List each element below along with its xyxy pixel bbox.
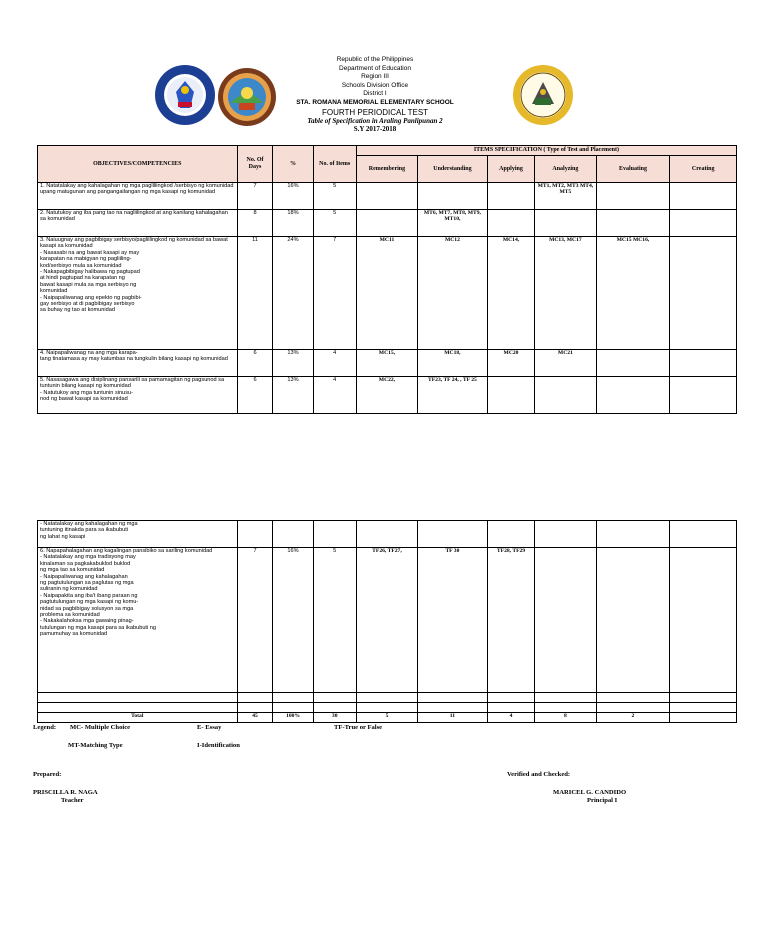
objective-cell: 1. Natatalakay ang kahalagahan ng mga pagliliingkod /serbisyo ng komunidad upang matugunan ang pangangailangan ng mga kasapi ng komunidad: [38, 183, 238, 210]
items-cell: 5: [313, 210, 356, 237]
understanding-cell: [418, 521, 488, 548]
col-header-evaluating: Evaluating: [596, 156, 670, 183]
col-header-spec: ITEMS SPECIFICATION ( Type of Test and Placement): [356, 146, 736, 156]
days-cell: 11: [237, 237, 273, 350]
verified-label: Verified and Checked:: [507, 771, 571, 778]
evaluating-cell: [596, 521, 670, 548]
analyzing-cell: MT1, MT2, MT3 MT4, MT5: [535, 183, 596, 210]
total-understanding: 11: [418, 713, 488, 723]
creating-cell: [670, 521, 737, 548]
table-row: [38, 350, 737, 377]
col-header-applying: Applying: [487, 156, 535, 183]
table-row: [38, 237, 737, 350]
items-cell: [313, 521, 356, 548]
header-district: District I: [363, 90, 387, 98]
applying-cell: [487, 183, 535, 210]
table-row: [38, 210, 737, 237]
objective-cell: 6. Napapahalagahan ang kagalingan pansibiko sa sariling komunidad - Natatalakay ang mga tradisyong may kinalaman sa pagkakabuklod buklod ng mga tao sa komunidad - Naipapaliwanag ang kahalagahan ng pagtutulungan sa paglutas ng mga suliranin ng komunidad - Naipapakita ang iba't ibang paraan ng pagtutulungan ng mga kasapi ng komu- nidad sa pagbibigay solusyon sa mga problema sa komunidad - Nakakalahoksa mga gawaing pinag- tutulungan ng mga kasapi para sa ikabubuti ng pamumuhay sa komunidad: [38, 548, 238, 693]
evaluating-cell: [596, 183, 670, 210]
days-cell: 7: [237, 548, 273, 693]
col-header-percent: %: [273, 146, 313, 183]
applying-cell: [487, 521, 535, 548]
understanding-cell: TF23, TF 24, , TF 25: [418, 377, 488, 414]
items-cell: 4: [313, 350, 356, 377]
analyzing-cell: MC21: [535, 350, 596, 377]
total-days: 45: [237, 713, 273, 723]
percent-cell: 18%: [273, 210, 313, 237]
table-row: [38, 521, 737, 548]
objective-cell: 2. Natutukoy ang iba pang tao na nagliilingkod at ang kanilang kahalagahan sa komunidad: [38, 210, 238, 237]
percent-cell: 13%: [273, 377, 313, 414]
days-cell: [237, 521, 273, 548]
objective-cell: 5. Nasasagawa ang disiplinang pansarili sa pamamagitan ng pagsunod sa tuntunin bilang kasapi ng komunidad - Natutukoy ang mga tuntunin sinusu- nod ng bawat kasapi sa komunidad: [38, 377, 238, 414]
understanding-cell: MC12: [418, 237, 488, 350]
header-republic: Republic of the Philippines: [336, 56, 414, 63]
principal-name: MARICEL G. CANDIDO: [553, 789, 627, 796]
header-region: Region III: [361, 73, 389, 81]
col-header-understanding: Understanding: [418, 156, 488, 183]
tos-table-bottom: [37, 520, 737, 723]
document-header: [240, 56, 510, 133]
legend-true-false: TF-True or False: [334, 724, 383, 731]
applying-cell: TF28, TF29: [487, 548, 535, 693]
analyzing-cell: [535, 548, 596, 693]
legend-matching-type: MT-Matching Type: [68, 742, 123, 749]
empty-row: [38, 693, 737, 703]
analyzing-cell: [535, 210, 596, 237]
total-applying: 4: [487, 713, 535, 723]
header-department: Department of Education: [339, 64, 411, 72]
total-evaluating: 2: [596, 713, 670, 723]
evaluating-cell: MC15 MC16,: [596, 237, 670, 350]
total-label: Total: [38, 713, 238, 723]
items-cell: 4: [313, 377, 356, 414]
legend-multiple-choice: MC- Multiple Choice: [70, 724, 131, 731]
applying-cell: [487, 377, 535, 414]
col-header-days: No. Of Days: [237, 146, 273, 183]
total-percent: 100%: [273, 713, 313, 723]
remembering-cell: [356, 183, 417, 210]
days-cell: 8: [237, 210, 273, 237]
days-cell: 6: [237, 377, 273, 414]
objective-cell: 4. Naipapaliwanag na ang mga karapa- tang tinatamasa ay may katumbas na tungkulin bilang kasapi ng komunidad: [38, 350, 238, 377]
applying-cell: MC14,: [487, 237, 535, 350]
creating-cell: [670, 377, 737, 414]
remembering-cell: [356, 521, 417, 548]
total-items: 30: [313, 713, 356, 723]
remembering-cell: MC11: [356, 237, 417, 350]
remembering-cell: [356, 210, 417, 237]
items-cell: 7: [313, 237, 356, 350]
table-row: [38, 183, 737, 210]
tos-table-top: [37, 145, 737, 414]
table-row: [38, 548, 737, 693]
applying-cell: [487, 210, 535, 237]
legend-label: Legend:: [33, 724, 57, 731]
total-row: [38, 713, 737, 723]
understanding-cell: MT6, MT7, MT8, MT9, MT10,: [418, 210, 488, 237]
analyzing-cell: [535, 377, 596, 414]
evaluating-cell: [596, 350, 670, 377]
prepared-label: Prepared:: [33, 771, 62, 778]
table-row: [38, 377, 737, 414]
creating-cell: [670, 350, 737, 377]
percent-cell: 13%: [273, 350, 313, 377]
deped-seal-logo: [154, 64, 216, 126]
understanding-cell: TF 30: [418, 548, 488, 693]
header-school: STA. ROMANA MEMORIAL ELEMENTARY SCHOOL: [296, 98, 454, 106]
percent-cell: 16%: [273, 183, 313, 210]
total-remembering: 5: [356, 713, 417, 723]
legend-identification: I-Identification: [197, 742, 240, 749]
understanding-cell: [418, 183, 488, 210]
percent-cell: 16%: [273, 548, 313, 693]
objective-cell: - Natatalakay ang kahalagahan ng mga tuntuning itinakda para sa ikabubuti ng lahat ng kasapi: [38, 521, 238, 548]
days-cell: 6: [237, 350, 273, 377]
percent-cell: 24%: [273, 237, 313, 350]
creating-cell: [670, 237, 737, 350]
remembering-cell: TF26, TF27,: [356, 548, 417, 693]
principal-title: Principal I: [587, 797, 618, 804]
legend-essay: E- Essay: [197, 724, 222, 731]
days-cell: 7: [237, 183, 273, 210]
evaluating-cell: [596, 210, 670, 237]
creating-cell: [670, 210, 737, 237]
analyzing-cell: MC13, MC17: [535, 237, 596, 350]
items-cell: 5: [313, 548, 356, 693]
total-creating: [670, 713, 737, 723]
evaluating-cell: [596, 377, 670, 414]
analyzing-cell: [535, 521, 596, 548]
teacher-name: PRISCILLA R. NAGA: [33, 789, 98, 796]
header-subtitle: Table of Specification in Araling Panlipunan 2: [307, 116, 443, 125]
col-header-creating: Creating: [670, 156, 737, 183]
remembering-cell: MC22,: [356, 377, 417, 414]
col-header-items: No. of Items: [313, 146, 356, 183]
percent-cell: [273, 521, 313, 548]
objective-cell: 3. Naiuugnay ang pagbibigay serbisyo/pagliilingkod ng komunidad sa bawat kasapi sa komunidad - Nasasabi na ang bawat kasapi ay may karapatan na mabigyan ng pagliiling- kod/serbisyo mula sa komunidad - Nakapagbibigay halibawa ng pagtupad at hindi pagtupad na karapatan ng bawat kasapi mula sa mga serbisyo ng komunidad - Naipapaliwanag ang epekto ng pagbibi- gay serbisyo at di pagbibigay serbisyo sa buhay ng tao at komunidad: [38, 237, 238, 350]
district-seal-logo: [512, 64, 574, 126]
evaluating-cell: [596, 548, 670, 693]
creating-cell: [670, 548, 737, 693]
applying-cell: MC20: [487, 350, 535, 377]
header-division: Schools Division Office: [341, 81, 409, 89]
understanding-cell: MC18,: [418, 350, 488, 377]
remembering-cell: MC15,: [356, 350, 417, 377]
total-analyzing: 8: [535, 713, 596, 723]
col-header-remembering: Remembering: [356, 156, 417, 183]
header-school-year: S.Y 2017-2018: [353, 124, 397, 133]
empty-row: [38, 703, 737, 713]
col-header-analyzing: Analyzing: [535, 156, 596, 183]
col-header-objectives: OBJECTIVES/COMPETENCIES: [38, 146, 238, 183]
items-cell: 5: [313, 183, 356, 210]
header-exam: FOURTH PERIODICAL TEST: [321, 107, 429, 117]
teacher-title: Teacher: [61, 797, 84, 804]
creating-cell: [670, 183, 737, 210]
